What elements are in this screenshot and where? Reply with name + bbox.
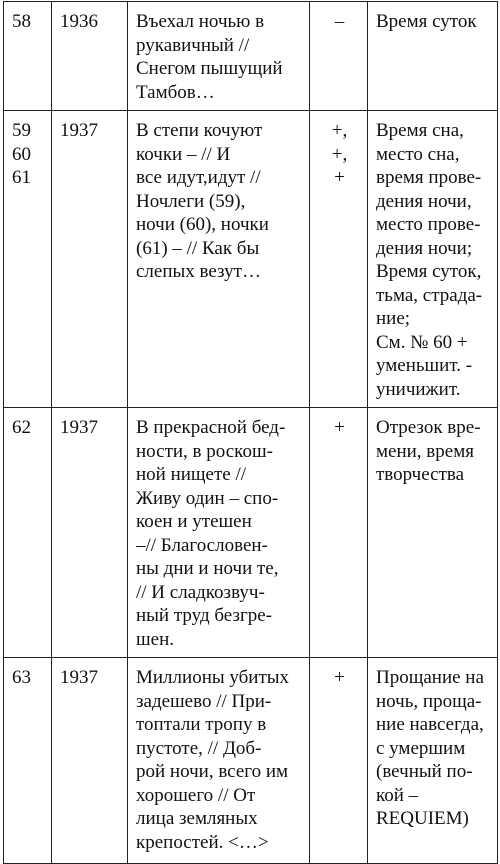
table-row (4, 111, 498, 408)
meaning-line: уничижит. (376, 378, 461, 400)
meaning-line: (вечный по- (376, 761, 473, 782)
poem-number-cell (4, 111, 52, 408)
meaning-line: дения ночи; (376, 237, 473, 259)
year-value: 1937 (60, 667, 98, 688)
meaning-line: Прощание на (376, 667, 484, 688)
quote-line: лица земляных (136, 808, 258, 829)
meaning-cell (368, 408, 498, 658)
sign-mark: + (334, 167, 345, 188)
meaning-line: место прове- (376, 214, 481, 235)
meaning-line: уменьшит. - (376, 355, 473, 376)
poem-number: 62 (12, 417, 31, 438)
meaning-line: REQUIEM) (376, 808, 469, 829)
quote-cell (128, 2, 310, 111)
sign-cell (310, 408, 368, 658)
year-cell (52, 658, 128, 864)
meaning-line: дения ночи, (376, 190, 472, 212)
poem-number: 63 (12, 667, 31, 688)
quote-line: ночи (60), ночки (136, 214, 269, 235)
meaning-line: кой – (376, 784, 419, 806)
quote-line: ны дни и ночи те, (136, 558, 279, 579)
quote-line: –// Благословен- (136, 534, 268, 556)
quote-line: задешево // При- (136, 690, 272, 712)
quote-line: Въехал ночью в (136, 11, 265, 32)
poem-number: 58 (12, 11, 31, 32)
quote-line: хорошего // От (136, 784, 256, 806)
meaning-cell (368, 111, 498, 408)
quote-line: крепостей. <…> (136, 831, 269, 853)
quote-line: Снегом пышущий (136, 58, 283, 79)
poetry-index-table (3, 1, 498, 864)
table-row (4, 658, 498, 864)
sign-mark: +, (331, 120, 348, 141)
sign-mark: + (334, 667, 345, 688)
quote-line: Живу один – спо- (136, 487, 279, 509)
meaning-line: с умершим (376, 737, 466, 759)
poem-number-cell (4, 658, 52, 864)
poem-number-cell (4, 408, 52, 658)
quote-line: рой ночи, всего им (136, 761, 289, 782)
quote-line: пустоте, // Доб- (136, 737, 262, 759)
quote-line: (61) – // Как бы (136, 237, 260, 259)
quote-line: Миллионы убитых (136, 667, 290, 688)
quote-line: Тамбов… (136, 81, 215, 103)
sign-mark: – (334, 11, 345, 32)
meaning-line: творчества (376, 464, 465, 485)
quote-cell (128, 658, 310, 864)
poem-number: 59 (12, 120, 31, 141)
year-value: 1937 (60, 417, 98, 438)
sign-cell (310, 111, 368, 408)
meaning-line: тьма, страда- (376, 284, 483, 306)
meaning-line: Время сна, (376, 120, 464, 141)
meaning-line: ночь, проща- (376, 690, 482, 712)
sign-mark: +, (331, 143, 348, 165)
quote-line: Ночлеги (59), (136, 190, 246, 212)
quote-line: слепых везут… (136, 261, 261, 282)
quote-line: В прекрасной бед- (136, 417, 286, 438)
meaning-line: Время суток, (376, 261, 482, 282)
meaning-line: время прове- (376, 167, 482, 188)
meaning-cell (368, 658, 498, 864)
poem-number-cell (4, 2, 52, 111)
sign-mark: + (334, 417, 345, 438)
year-cell (52, 408, 128, 658)
quote-cell (128, 408, 310, 658)
year-cell (52, 2, 128, 111)
sign-cell (310, 2, 368, 111)
meaning-line: Отрезок вре- (376, 417, 481, 438)
year-cell (52, 111, 128, 408)
quote-line: ный труд безгре- (136, 605, 272, 626)
quote-line: рукавичный // (136, 34, 250, 56)
poem-number: 61 (12, 167, 31, 188)
meaning-line: мени, время (376, 440, 474, 462)
meaning-line: ние; (376, 308, 411, 329)
meaning-line: Время суток (376, 11, 477, 32)
year-value: 1937 (60, 120, 98, 141)
quote-line: все идут,идут // (136, 167, 261, 188)
table-row (4, 2, 498, 111)
meaning-line: См. № 60 + (376, 331, 468, 353)
quote-line: топтали тропу в (136, 714, 267, 735)
year-value: 1936 (60, 11, 98, 32)
meaning-cell (368, 2, 498, 111)
poem-number: 60 (12, 143, 31, 165)
quote-cell (128, 111, 310, 408)
table-row (4, 408, 498, 658)
quote-line: коен и утешен (136, 511, 252, 532)
sign-cell (310, 658, 368, 864)
meaning-line: место сна, (376, 143, 460, 165)
quote-line: шен. (136, 628, 174, 650)
quote-line: // И сладкозвуч- (136, 581, 265, 603)
quote-line: В степи кочуют (136, 120, 263, 141)
meaning-line: ние навсегда, (376, 714, 484, 735)
quote-line: кочки – // И (136, 143, 231, 165)
quote-line: ности, в роскош- (136, 440, 273, 462)
quote-line: ной нищете // (136, 464, 247, 485)
